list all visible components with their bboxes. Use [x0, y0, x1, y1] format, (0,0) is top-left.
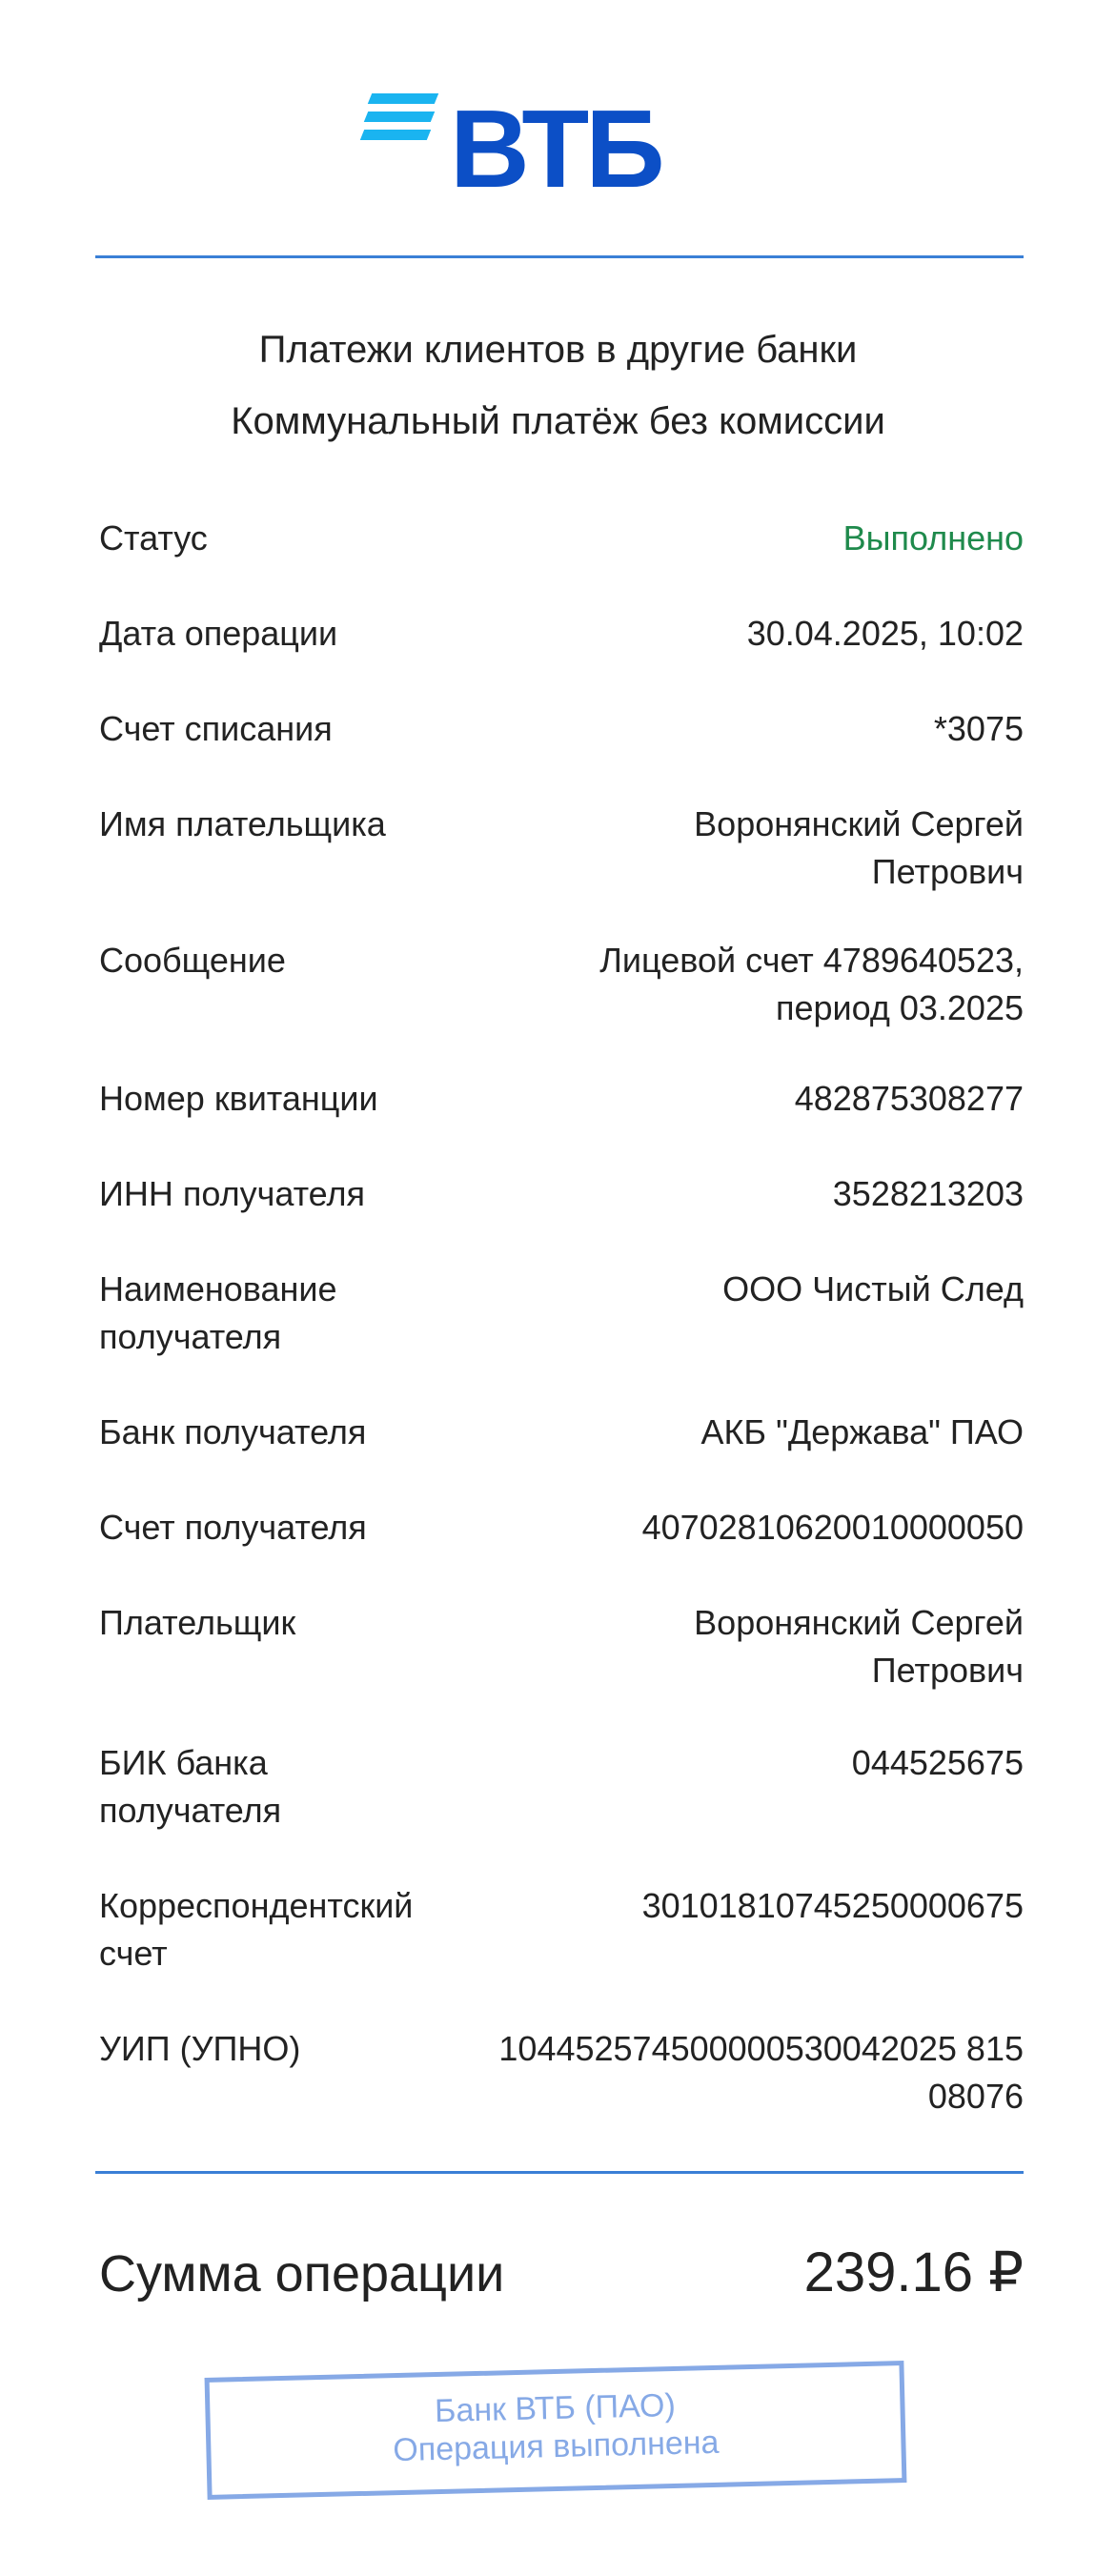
detail-value: Лицевой счет 4789640523, период 03.2025: [599, 941, 1024, 1027]
detail-label: Счет списания: [99, 709, 333, 748]
detail-label: Сообщение: [99, 941, 286, 980]
detail-label: БИК банка получателя: [99, 1743, 282, 1830]
detail-value: АКБ "Держава" ПАО: [700, 1412, 1024, 1451]
detail-label: ИНН получателя: [99, 1174, 365, 1213]
detail-label: Счет получателя: [99, 1508, 367, 1547]
total-row: [99, 2240, 1024, 2304]
detail-row-receipt-number: [99, 1075, 1024, 1123]
detail-label: Плательщик: [99, 1603, 296, 1642]
detail-value: *3075: [933, 709, 1024, 748]
page-title: Платежи клиентов в другие банки: [258, 329, 858, 371]
detail-label: Номер квитанции: [99, 1079, 378, 1118]
detail-row-bik: [99, 1739, 1024, 1835]
stamp-status: Операция выполнена: [392, 2424, 720, 2469]
detail-row-status: [99, 515, 1024, 562]
detail-value: 482875308277: [794, 1079, 1024, 1118]
detail-row-recipient-inn: [99, 1170, 1024, 1218]
detail-row-payer: [99, 1599, 1024, 1694]
detail-label: Корреспондентский счет: [99, 1886, 414, 1973]
detail-label: Банк получателя: [99, 1412, 367, 1451]
total-amount: 239.16 ₽: [803, 2241, 1024, 2303]
bank-stamp: [205, 2361, 907, 2500]
logo-stripes-icon: [364, 93, 450, 151]
stamp-bank-name: Банк ВТБ (ПАО): [434, 2386, 677, 2430]
total-label: Сумма операции: [99, 2245, 505, 2302]
detail-value: Воронянский Сергей Петрович: [694, 804, 1024, 891]
detail-label: Статус: [99, 518, 208, 558]
logo-text: ВТБ: [450, 87, 661, 211]
vtb-logo: [364, 87, 661, 211]
detail-value: 30101810745250000675: [641, 1886, 1024, 1925]
detail-row-message: [99, 937, 1024, 1032]
detail-row-recipient-account: [99, 1504, 1024, 1552]
bottom-divider: [95, 2171, 1024, 2174]
detail-label: Имя плательщика: [99, 804, 386, 843]
detail-row-debit-account: [99, 705, 1024, 753]
detail-label: УИП (УПНО): [99, 2029, 301, 2068]
detail-row-recipient-name: [99, 1266, 1024, 1361]
detail-row-payer-name: [99, 801, 1024, 896]
top-divider: [95, 255, 1024, 258]
detail-value: 40702810620010000050: [641, 1508, 1024, 1547]
detail-row-correspondent-account: [99, 1882, 1024, 1978]
page-subtitle: Коммунальный платёж без комиссии: [231, 400, 885, 442]
detail-label: Дата операции: [99, 614, 338, 653]
detail-row-uip: [99, 2025, 1024, 2120]
detail-value: 104452574500000530042025 81508076: [498, 2029, 1024, 2116]
status-value: Выполнено: [842, 518, 1024, 558]
detail-label: Наименование получателя: [99, 1269, 337, 1356]
detail-row-date: [99, 610, 1024, 658]
detail-value: ООО Чистый След: [722, 1269, 1024, 1308]
detail-value: 30.04.2025, 10:02: [746, 614, 1024, 653]
detail-row-recipient-bank: [99, 1409, 1024, 1456]
detail-value: Воронянский Сергей Петрович: [694, 1603, 1024, 1690]
detail-value: 044525675: [851, 1743, 1024, 1782]
detail-value: 3528213203: [832, 1174, 1024, 1213]
